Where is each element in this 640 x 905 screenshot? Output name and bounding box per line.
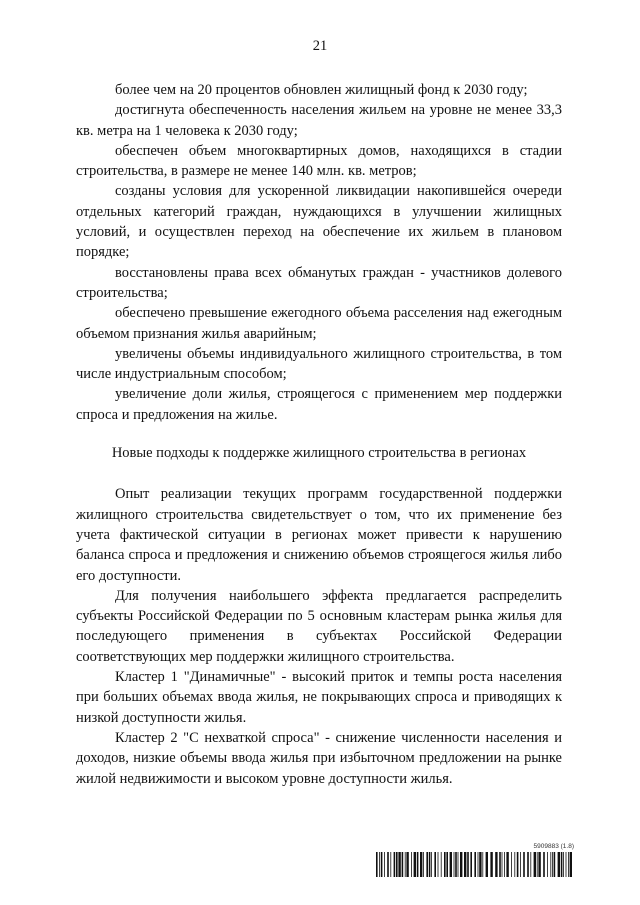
paragraph: Опыт реализации текущих программ государственной поддержки жилищного строительства свидетельствует о том, что их применение без учета фактической ситуации в регионах может привести к нарушению баланса спроса и предложения и снижению объемов строящегося жилья либо его доступности. [76,486,562,584]
document-body [76,80,562,789]
section-heading: Новые подходы к поддержке жилищного строительства в регионах [111,445,527,462]
document-barcode [376,843,574,877]
barcode-icon [376,852,574,877]
paragraph: обеспечено превышение ежегодного объема расселения над ежегодным объемом признания жилья аварийным; [76,305,562,342]
barcode-label: 5909883 (1.8) [533,843,574,850]
paragraph: Для получения наибольшего эффекта предлагается распределить субъекты Российской Федерации по 5 основным кластерам рынка жилья для последующего применения в субъектах Российской Федерации соответствующих мер поддержки жилищного строительства. [76,587,562,665]
paragraph: Кластер 1 "Динамичные" - высокий приток и темпы роста населения при больших объемах ввода жилья, не покрывающих спроса и приводящих к низкой доступности жилья. [76,669,562,726]
paragraph: увеличение доли жилья, строящегося с применением мер поддержки спроса и предложения на жилье. [76,386,562,423]
paragraph: Кластер 2 "С нехваткой спроса" - снижение численности населения и доходов, низкие объемы ввода жилья при избыточном предложении на рынке жилой недвижимости и высоком уровне доступности жилья. [76,729,562,787]
paragraph: восстановлены права всех обманутых граждан - участников долевого строительства; [76,264,562,301]
paragraph: более чем на 20 процентов обновлен жилищный фонд к 2030 году; [115,82,528,98]
page-number: 21 [312,38,328,54]
paragraph: созданы условия для ускоренной ликвидации накопившейся очереди отдельных категорий граждан, нуждающихся в улучшении жилищных условий, и осуществлен переход на обеспечение их жильем в плановом порядке; [76,183,562,261]
paragraph: обеспечен объем многоквартирных домов, находящихся в стадии строительства, в размере не менее 140 млн. кв. метров; [76,142,562,180]
paragraph: достигнута обеспеченность населения жильем на уровне не менее 33,3 кв. метра на 1 человека к 2030 году; [76,102,562,139]
paragraph: увеличены объемы индивидуального жилищного строительства, в том числе индустриальным способом; [76,345,562,383]
